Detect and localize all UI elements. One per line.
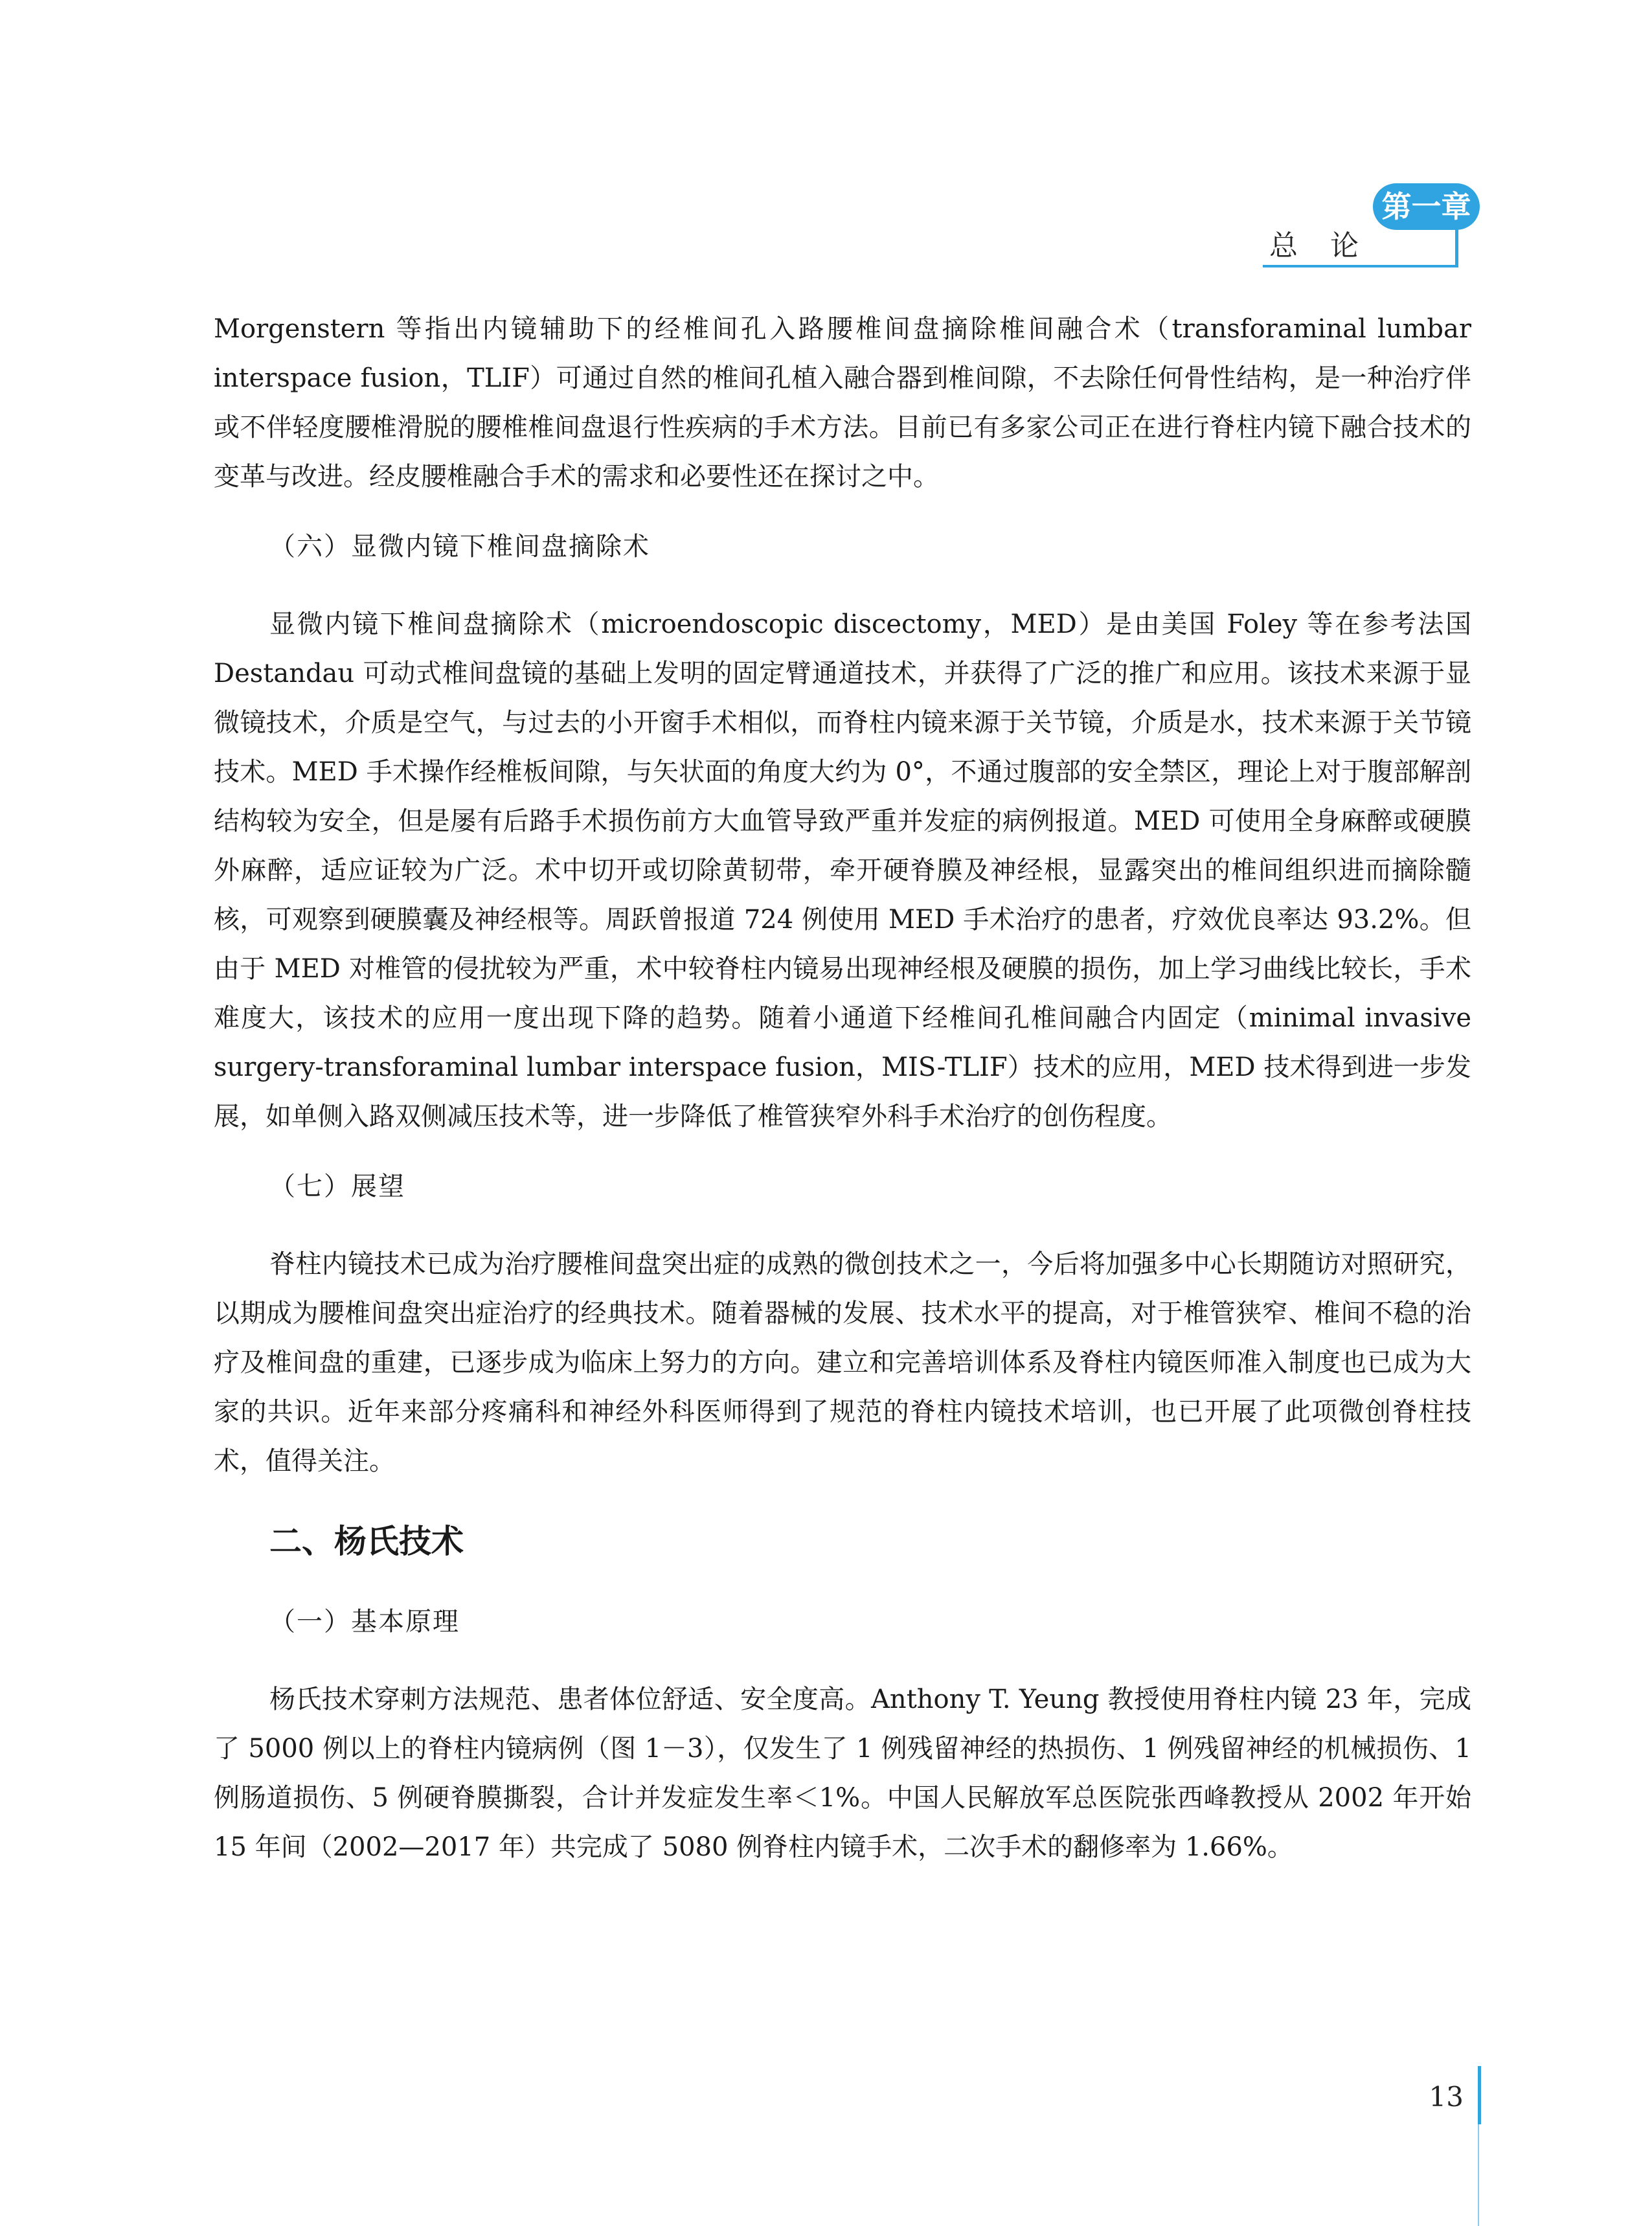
subheading-principle: （一）基本原理: [269, 1607, 460, 1637]
chapter-badge: 第一章: [1373, 183, 1480, 230]
page-number: 13: [1429, 2081, 1464, 2113]
header-horizontal-rule: [1263, 265, 1458, 267]
subheading-med: （六）显微内镜下椎间盘摘除术: [269, 532, 650, 562]
footer-thin-rule: [1478, 2124, 1479, 2226]
paragraph-yeung: 杨氏技术穿刺方法规范、患者体位舒适、安全度高。Anthony T. Yeung 教授使用脊柱内镜 23 年，完成了 5000 例以上的脊柱内镜病例（图 1－3），仅发生了 1 例残留神经的热损伤、1 例残留神经的机械损伤、1 例肠道损伤、5 例硬脊膜撕裂，合计并发症发生率＜1%。中国人民解放军总医院张西峰教授从 2002 年开始 15 年间（2002—2017 年）共完成了 5080 例脊柱内镜手术，二次手术的翻修率为 1.66%。: [214, 1685, 1471, 1862]
subheading-outlook: （七）展望: [269, 1172, 405, 1201]
chapter-title: 总 论: [1269, 229, 1370, 262]
section-heading-yeung: 二、杨氏技术: [269, 1523, 464, 1560]
paragraph-med: 显微内镜下椎间盘摘除术（microendoscopic discectomy，MED）是由美国 Foley 等在参考法国 Destandau 可动式椎间盘镜的基础上发明的固定臂通道技术，并获得了广泛的推广和应用。该技术来源于显微镜技术，介质是空气，与过去的小开窗手术相似，而脊柱内镜来源于关节镜，介质是水，技术来源于关节镜技术。MED 手术操作经椎板间隙，与矢状面的角度大约为 0°，不通过腹部的安全禁区，理论上对于腹部解剖结构较为安全，但是屡有后路手术损伤前方大血管导致严重并发症的病例报道。MED 可使用全身麻醉或硬膜外麻醉，适应证较为广泛。术中切开或切除黄韧带，牵开硬脊膜及神经根，显露突出的椎间组织进而摘除髓核，可观察到硬膜囊及神经根等。周跃曾报道 724 例使用 MED 手术治疗的患者，疗效优良率达 93.2%。但由于 MED 对椎管的侵扰较为严重，术中较脊柱内镜易出现神经根及硬膜的损伤，加上学习曲线比较长，手术难度大，该技术的应用一度出现下降的趋势。随着小通道下经椎间孔椎间融合内固定（minimal invasive surgery-transforaminal lumbar interspace fusion，MIS-TLIF）技术的应用，MED 技术得到进一步发展，如单侧入路双侧减压技术等，进一步降低了椎管狭窄外科手术治疗的创伤程度。: [214, 609, 1471, 1131]
footer-vertical-rule: [1478, 2066, 1481, 2124]
paragraph-outlook: 脊柱内镜技术已成为治疗腰椎间盘突出症的成熟的微创技术之一，今后将加强多中心长期随访对照研究，以期成为腰椎间盘突出症治疗的经典技术。随着器械的发展、技术水平的提高，对于椎管狭窄、椎间不稳的治疗及椎间盘的重建，已逐步成为临床上努力的方向。建立和完善培训体系及脊柱内镜医师准入制度也已成为大家的共识。近年来部分疼痛科和神经外科医师得到了规范的脊柱内镜技术培训，也已开展了此项微创脊柱技术，值得关注。: [214, 1249, 1471, 1476]
header-vertical-rule: [1455, 227, 1458, 266]
page-body: [214, 304, 1471, 1885]
paragraph-tlif: Morgenstern 等指出内镜辅助下的经椎间孔入路腰椎间盘摘除椎间融合术（transforaminal lumbar interspace fusion，TLIF）可通过自然的椎间孔植入融合器到椎间隙，不去除任何骨性结构，是一种治疗伴或不伴轻度腰椎滑脱的腰椎椎间盘退行性疾病的手术方法。目前已有多家公司正在进行脊柱内镜下融合技术的变革与改进。经皮腰椎融合手术的需求和必要性还在探讨之中。: [214, 314, 1471, 492]
